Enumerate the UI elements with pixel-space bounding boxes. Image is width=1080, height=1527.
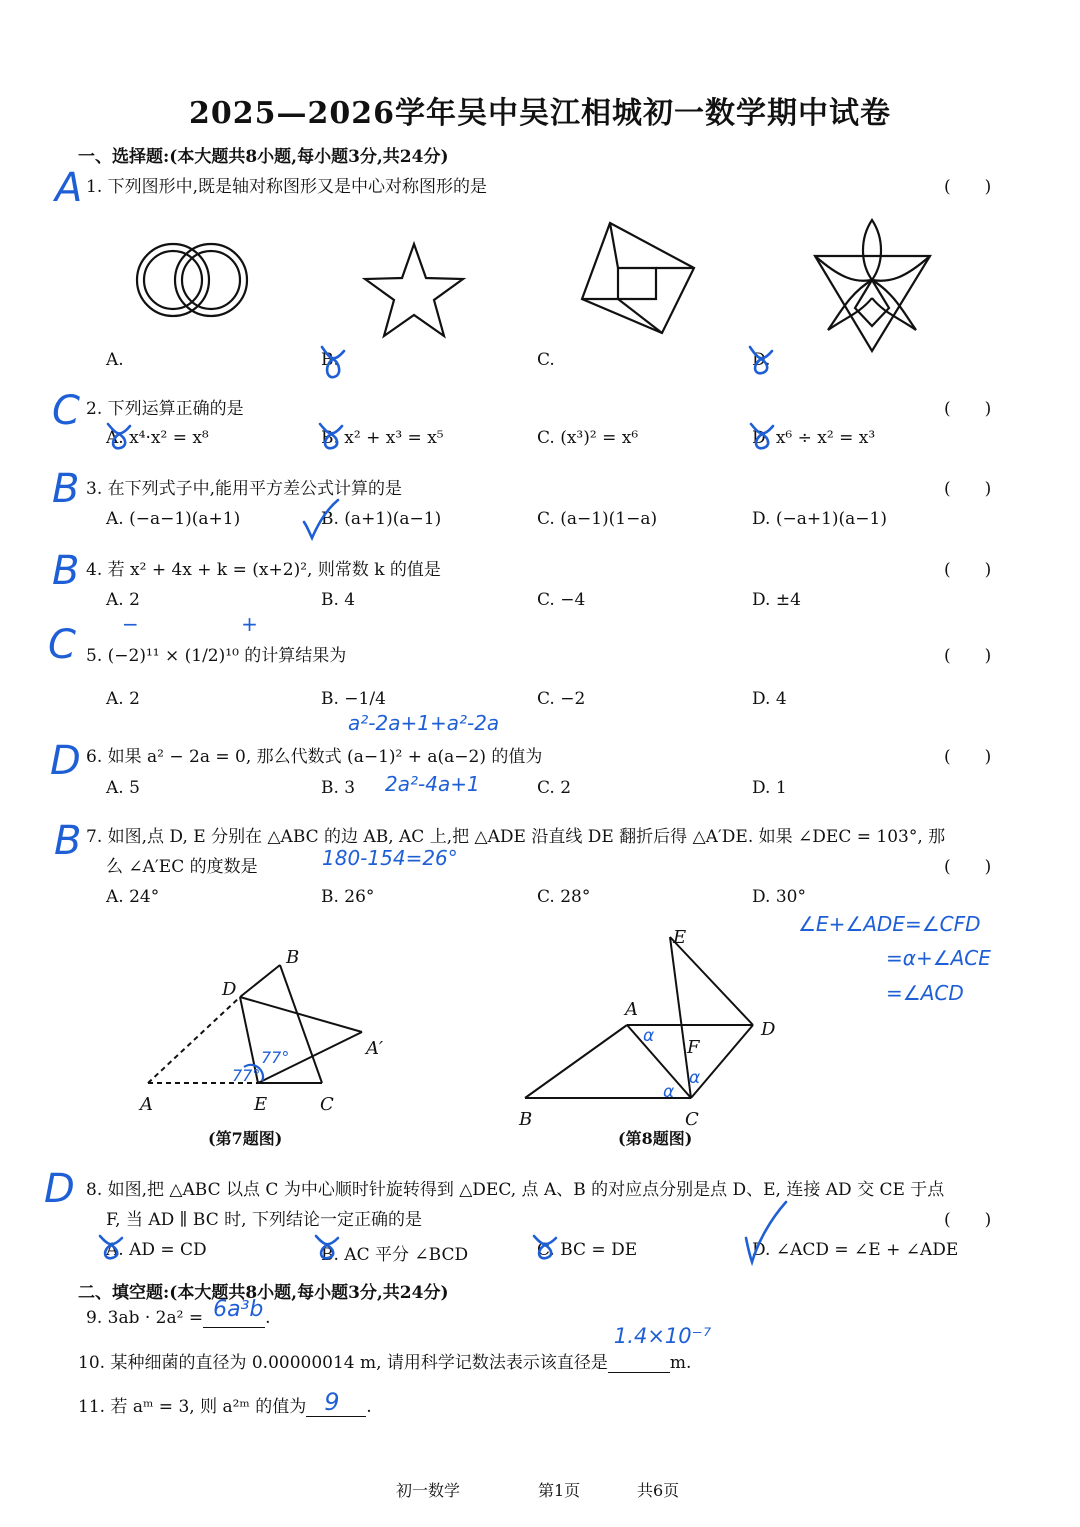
q3-option-a: A. (−a−1)(a+1) bbox=[106, 509, 241, 529]
q8-cross-mark-c bbox=[530, 1232, 560, 1262]
q2-handwritten-answer: C bbox=[52, 388, 80, 434]
q1-option-d: D. bbox=[752, 350, 771, 370]
q1-cross-mark-d bbox=[746, 343, 776, 377]
q2-answer-bracket: ( ) bbox=[944, 399, 992, 419]
fig7-label-a: A bbox=[140, 1094, 153, 1115]
q8-stem-line1: 8. 如图,把 △ABC 以点 C 为中心顺时针旋转得到 △DEC, 点 A、B 的对应点分别是点 D、E, 连接 AD 交 CE 于点 bbox=[86, 1180, 945, 1200]
q5-option-b: B. −1/4 bbox=[321, 689, 386, 709]
fig7-label-a-prime: A′ bbox=[366, 1038, 384, 1059]
q3-check-mark-b bbox=[300, 498, 340, 540]
q10-answer-blank bbox=[608, 1324, 712, 1373]
q4-stem: 4. 若 x² + 4x + k = (x+2)², 则常数 k 的值是 bbox=[86, 560, 441, 580]
q2-cross-mark-b bbox=[316, 420, 346, 452]
q3-handwritten-answer: B bbox=[52, 466, 80, 512]
q8-cross-mark-b bbox=[312, 1232, 342, 1262]
q4-option-b: B. 4 bbox=[321, 590, 356, 610]
q8-option-b: B. AC 平分 ∠BCD bbox=[321, 1245, 469, 1265]
q6-stem: 6. 如果 a² − 2a = 0, 那么代数式 (a−1)² + a(a−2) 的值为 bbox=[86, 747, 543, 767]
q9-stem: 9. 3ab · 2a² = bbox=[86, 1308, 204, 1328]
q6-handwritten-work-1: a²-2a+1+a²-2a bbox=[348, 711, 500, 735]
q5-stem: 5. (−2)¹¹ × (1/2)¹⁰ 的计算结果为 bbox=[86, 646, 347, 666]
q2-option-d: D. x⁶ ÷ x² = x³ bbox=[752, 428, 876, 448]
q8-option-a: A. AD = CD bbox=[106, 1240, 207, 1260]
q8-stem-line2: F, 当 AD ∥ BC 时, 下列结论一定正确的是 bbox=[106, 1210, 422, 1230]
q3-option-c: C. (a−1)(1−a) bbox=[537, 509, 658, 529]
q5-option-c: C. −2 bbox=[537, 689, 586, 709]
q2-option-b: B. x² + x³ = x⁵ bbox=[321, 428, 444, 448]
q9-row bbox=[86, 1297, 271, 1328]
q8-option-c: C. BC = DE bbox=[537, 1240, 638, 1260]
q7-stem-line2: 么 ∠A′EC 的度数是 bbox=[106, 857, 258, 877]
q9-answer-blank bbox=[203, 1297, 265, 1328]
fig8-diagram bbox=[515, 925, 795, 1130]
q11-handwritten-answer: 9 bbox=[324, 1388, 340, 1416]
q7-stem-line1: 7. 如图,点 D, E 分别在 △ABC 的边 AB, AC 上,把 △ADE 沿直线 DE 翻折后得 △A′DE. 如果 ∠DEC = 103°, 那 bbox=[86, 827, 946, 847]
fig8-label-c: C bbox=[685, 1109, 699, 1130]
q11-answer-blank bbox=[306, 1388, 366, 1417]
q11-stem: 11. 若 aᵐ = 3, 则 a²ᵐ 的值为 bbox=[78, 1397, 307, 1417]
q5-answer-bracket: ( ) bbox=[944, 646, 992, 666]
q1-figure-rings bbox=[135, 238, 250, 323]
q7-handwritten-work: 180-154=26° bbox=[322, 846, 458, 870]
q7-option-a: A. 24° bbox=[106, 887, 160, 907]
q4-answer-bracket: ( ) bbox=[944, 560, 992, 580]
q6-option-b: B. 3 bbox=[321, 778, 356, 798]
fig8-caption: (第8题图) bbox=[618, 1129, 693, 1148]
q11-end: . bbox=[366, 1397, 372, 1417]
q3-option-b: B. (a+1)(a−1) bbox=[321, 509, 442, 529]
fig7-label-c: C bbox=[320, 1094, 334, 1115]
page-title: 2025—2026学年吴中吴江相城初一数学期中试卷 bbox=[189, 96, 891, 131]
q2-option-c: C. (x³)² = x⁶ bbox=[537, 428, 639, 448]
q6-option-c: C. 2 bbox=[537, 778, 572, 798]
q8-handwritten-note-1: ∠E+∠ADE=∠CFD bbox=[798, 912, 981, 936]
fig8-alpha-mark-2: α bbox=[663, 1082, 675, 1102]
section-heading-fill: 二、填空题:(本大题共8小题,每小题3分,共24分) bbox=[78, 1283, 449, 1303]
q10-end: m. bbox=[669, 1353, 692, 1373]
q6-handwritten-answer: D bbox=[50, 738, 81, 784]
q5-handwritten-answer: C bbox=[48, 622, 76, 668]
q7-handwritten-answer: B bbox=[54, 818, 82, 864]
q2-option-a: A. x⁴·x² = x⁸ bbox=[106, 428, 209, 448]
q5-option-a: A. 2 bbox=[106, 689, 140, 709]
q1-option-b: B. bbox=[321, 350, 339, 370]
q10-handwritten-answer: 1.4×10⁻⁷ bbox=[613, 1324, 712, 1348]
fig8-label-b: B bbox=[519, 1109, 533, 1130]
fig7-caption: (第7题图) bbox=[208, 1129, 283, 1148]
q1-stem: 1. 下列图形中,既是轴对称图形又是中心对称图形的是 bbox=[86, 177, 488, 197]
fig8-label-a: A bbox=[625, 999, 638, 1020]
q8-handwritten-note-3: =∠ACD bbox=[886, 981, 964, 1005]
q7-option-c: C. 28° bbox=[537, 887, 591, 907]
section-heading-choice: 一、选择题:(本大题共8小题,每小题3分,共24分) bbox=[78, 147, 449, 167]
fig8-label-e: E bbox=[673, 927, 687, 948]
fig7-diagram bbox=[140, 947, 400, 1120]
q1-handwritten-answer: A bbox=[55, 165, 83, 211]
q1-figure-star bbox=[362, 242, 467, 338]
q11-row bbox=[78, 1388, 372, 1417]
q9-handwritten-answer: 6a³b bbox=[213, 1297, 264, 1322]
q5-option-d: D. 4 bbox=[752, 689, 787, 709]
q5-handwritten-signs: − + bbox=[122, 612, 306, 636]
q8-handwritten-answer: D bbox=[44, 1166, 75, 1212]
q2-stem: 2. 下列运算正确的是 bbox=[86, 399, 244, 419]
q6-option-a: A. 5 bbox=[106, 778, 140, 798]
q2-cross-mark-d bbox=[747, 420, 777, 452]
footer-page-number: 第1页 bbox=[538, 1481, 581, 1500]
q8-cross-mark-a bbox=[96, 1232, 126, 1262]
q6-option-d: D. 1 bbox=[752, 778, 787, 798]
q1-option-c: C. bbox=[537, 350, 555, 370]
q4-option-d: D. ±4 bbox=[752, 590, 801, 610]
fig7-label-e: E bbox=[254, 1094, 268, 1115]
footer-total-pages: 共6页 bbox=[637, 1481, 680, 1500]
q1-cross-mark-b bbox=[318, 343, 348, 381]
q7-answer-bracket: ( ) bbox=[944, 857, 992, 877]
q6-answer-bracket: ( ) bbox=[944, 747, 992, 767]
q3-stem: 3. 在下列式子中,能用平方差公式计算的是 bbox=[86, 479, 403, 499]
q1-option-a: A. bbox=[106, 350, 124, 370]
q4-option-a: A. 2 bbox=[106, 590, 140, 610]
q1-answer-bracket: ( ) bbox=[944, 177, 992, 197]
fig7-angle-mark-2: 77° bbox=[232, 1066, 261, 1085]
fig8-alpha-mark-3: α bbox=[689, 1068, 701, 1088]
q9-end: . bbox=[265, 1308, 271, 1328]
q10-stem: 10. 某种细菌的直径为 0.00000014 m, 请用科学记数法表示该直径是 bbox=[78, 1353, 608, 1373]
q1-figure-star-leaf bbox=[810, 218, 935, 353]
q7-option-b: B. 26° bbox=[321, 887, 375, 907]
fig7-angle-mark: 77° bbox=[261, 1048, 290, 1067]
fig8-alpha-mark-1: α bbox=[643, 1026, 655, 1046]
q4-handwritten-answer: B bbox=[52, 548, 80, 594]
q2-cross-mark-a bbox=[104, 420, 134, 452]
q1-figure-square-pattern bbox=[580, 220, 698, 335]
fig8-label-f: F bbox=[687, 1037, 700, 1058]
q3-answer-bracket: ( ) bbox=[944, 479, 992, 499]
fig7-label-b: B bbox=[286, 947, 300, 968]
q8-option-d: D. ∠ACD = ∠E + ∠ADE bbox=[752, 1240, 959, 1260]
q8-check-mark-d bbox=[740, 1200, 790, 1264]
q4-option-c: C. −4 bbox=[537, 590, 586, 610]
q7-option-d: D. 30° bbox=[752, 887, 806, 907]
fig8-label-d: D bbox=[761, 1019, 776, 1040]
q6-handwritten-work-2: 2a²-4a+1 bbox=[385, 772, 480, 796]
q3-option-d: D. (−a+1)(a−1) bbox=[752, 509, 887, 529]
footer-subject: 初一数学 bbox=[396, 1481, 461, 1500]
fig7-label-d: D bbox=[222, 979, 237, 1000]
q10-row bbox=[78, 1324, 712, 1373]
q8-handwritten-note-2: =α+∠ACE bbox=[886, 946, 991, 970]
q8-answer-bracket: ( ) bbox=[944, 1210, 992, 1230]
